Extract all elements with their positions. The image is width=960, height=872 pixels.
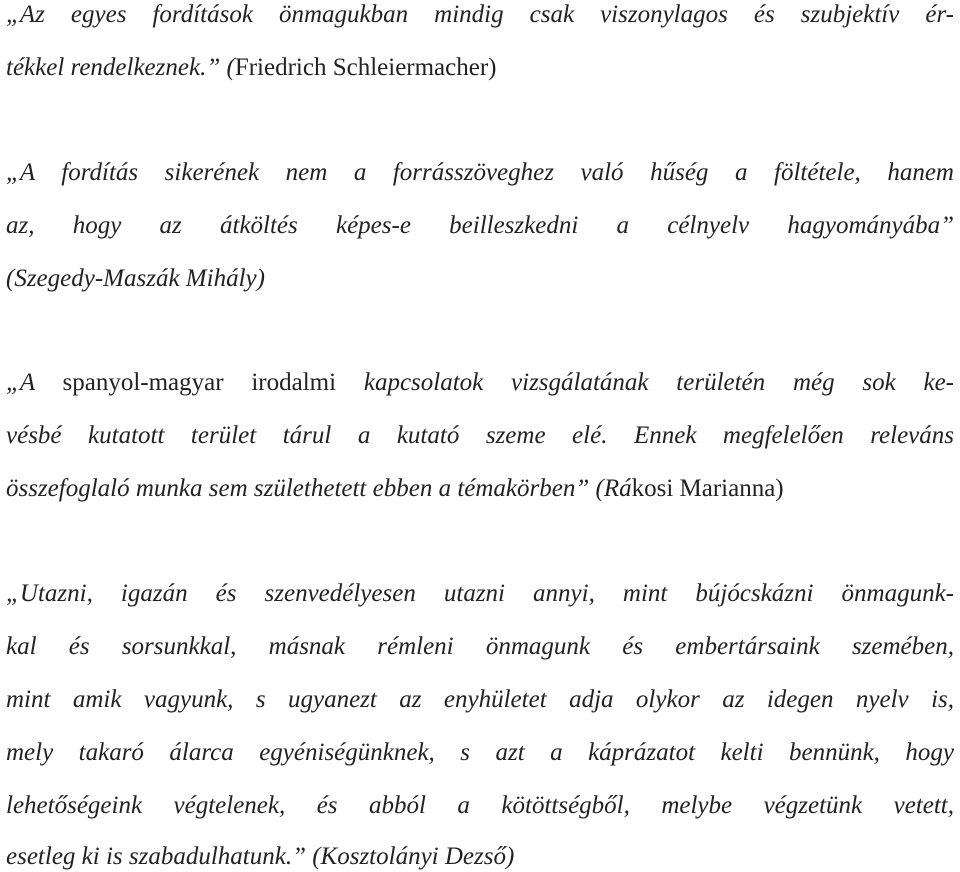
quote-3-line-3-italic: összefoglaló munka sem születhetett ebben a témakörben” (Rá — [6, 475, 632, 502]
quote-4-line-6 — [6, 842, 954, 872]
quote-4-line-4 — [6, 738, 954, 768]
quote-3-attribution: kosi Marianna) — [631, 475, 784, 502]
quote-3-line-3 — [6, 474, 954, 504]
quote-4-line-1 — [6, 579, 954, 609]
quote-1-line-2 — [6, 53, 954, 83]
quote-4-line-2-text: kal és sorsunkkal, másnak rémleni önmagunk és embertársaink szemében, — [6, 633, 954, 660]
quote-3-line-1 — [6, 368, 954, 398]
quote-2-line-1 — [6, 158, 954, 188]
quote-4-attribution: esetleg ki is szabadulhatunk.” (Kosztolányi Dezső) — [6, 843, 515, 870]
quote-4-line-3-text: mint amik vagyunk, s ugyanezt az enyhületet adja olykor az idegen nyelv is, — [6, 686, 954, 713]
quote-4-line-5 — [6, 791, 954, 821]
quote-3-line-2-text: vésbé kutatott terület tárul a kutató szeme elé. Ennek megfelelően releváns — [6, 422, 954, 449]
quote-3-line-1-open: „A — [6, 369, 63, 396]
quote-3-line-2 — [6, 421, 954, 451]
quote-1-line-1 — [6, 0, 954, 30]
quote-2-attribution: (Szegedy-Maszák Mihály) — [6, 265, 265, 292]
quote-1-attribution: Friedrich Schleiermacher) — [234, 54, 497, 81]
quote-1-line-2-italic: tékkel rendelkeznek.” ( — [6, 54, 235, 81]
quote-2-line-3 — [6, 264, 954, 294]
quote-4-line-1-text: „Utazni, igazán és szenvedélyesen utazni annyi, mint bújócskázni önmagunk- — [6, 580, 954, 607]
quote-4-line-5-text: lehetőségeink végtelenek, és abból a kötöttségből, melybe végzetünk vetett, — [6, 792, 954, 819]
quote-2-line-2 — [6, 211, 954, 241]
quote-4-line-4-text: mely takaró álarca egyéniségünknek, s azt a káprázatot kelti bennünk, hogy — [6, 739, 954, 766]
quote-3-line-1-upright: spanyol-magyar irodalmi — [62, 369, 364, 396]
quote-2-line-2-text: az, hogy az átköltés képes-e beilleszkedni a célnyelv hagyományába” — [6, 212, 954, 239]
quote-2-line-1-text: „A fordítás sikerének nem a forrásszöveghez való hűség a föltétele, hanem — [6, 159, 954, 186]
quote-4-line-2 — [6, 632, 954, 662]
quote-1-line-1-text: „Az egyes fordítások önmagukban mindig csak viszonylagos és szubjektív ér- — [6, 1, 954, 28]
quote-3-line-1-italic: kapcsolatok vizsgálatának területén még sok ke- — [363, 369, 954, 396]
quote-4-line-3 — [6, 685, 954, 715]
